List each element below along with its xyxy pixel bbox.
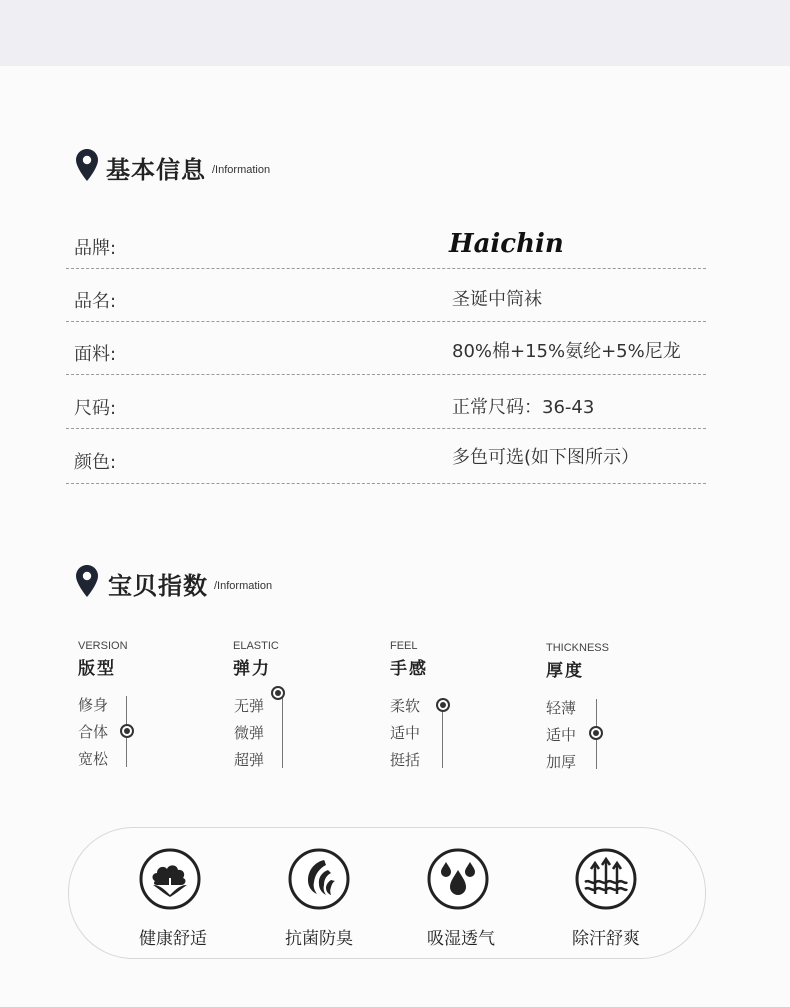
- feature-label: 抗菌防臭: [285, 929, 353, 949]
- index-indicator: [120, 724, 134, 738]
- info-row-label: 尺码:: [74, 398, 117, 419]
- info-row-label: 颜色:: [74, 452, 117, 473]
- feature-label: 除汗舒爽: [572, 929, 640, 949]
- brand-logo-text: Haichin: [449, 229, 564, 259]
- info-row-value: 圣诞中筒袜: [452, 289, 542, 310]
- index-section-subtitle: /Information: [214, 580, 273, 592]
- index-option: 柔软: [390, 697, 421, 715]
- index-option: 宽松: [78, 750, 109, 768]
- info-row-size: [66, 377, 706, 429]
- location-pin-icon: [76, 149, 98, 181]
- info-row-value: 多色可选(如下图所示）: [452, 447, 640, 468]
- index-zh-label: 厚度: [546, 661, 584, 681]
- index-indicator: [436, 698, 450, 712]
- feature-label: 吸湿透气: [427, 929, 495, 949]
- index-en-label: VERSION: [78, 640, 128, 652]
- droplets-icon: [427, 848, 489, 910]
- index-version-header: [78, 640, 128, 679]
- info-row-name: [66, 271, 706, 322]
- index-option: 无弹: [234, 697, 265, 715]
- info-row-fabric: [66, 324, 706, 375]
- info-row-label: 品牌:: [74, 238, 117, 259]
- index-zh-label: 手感: [390, 659, 428, 679]
- index-feel-header: [390, 640, 428, 679]
- index-elastic-header: [233, 640, 279, 679]
- index-en-label: THICKNESS: [546, 642, 609, 654]
- index-scale-line: [282, 690, 283, 768]
- info-row-value: 80%棉+15%氨纶+5%尼龙: [452, 341, 681, 362]
- index-zh-label: 弹力: [233, 659, 271, 679]
- info-row-label: 品名:: [74, 291, 117, 312]
- index-option: 适中: [390, 724, 421, 742]
- index-option: 修身: [78, 696, 109, 714]
- breathable-arrows-icon: [575, 848, 637, 910]
- feature-label: 健康舒适: [139, 929, 207, 949]
- location-pin-icon: [76, 565, 98, 597]
- index-option: 适中: [546, 726, 577, 744]
- info-section-subtitle: /Information: [212, 164, 271, 176]
- index-option: 合体: [78, 723, 109, 741]
- index-zh-label: 版型: [78, 659, 116, 679]
- index-en-label: FEEL: [390, 640, 418, 652]
- brand-logo: [449, 222, 564, 262]
- index-option: 微弹: [234, 724, 265, 742]
- info-row-brand: [66, 218, 706, 269]
- index-option: 超弹: [234, 751, 265, 769]
- info-row-color: [66, 431, 706, 484]
- info-section-title: 基本信息: [106, 156, 206, 184]
- top-banner-band: [0, 0, 790, 66]
- index-section-title: 宝贝指数: [108, 572, 208, 600]
- index-indicator: [271, 686, 285, 700]
- index-indicator: [589, 726, 603, 740]
- index-thickness-header: [546, 642, 609, 681]
- index-en-label: ELASTIC: [233, 640, 279, 652]
- wave-icon: [288, 848, 350, 910]
- index-option: 轻薄: [546, 699, 577, 717]
- index-option: 加厚: [546, 753, 577, 771]
- index-option: 挺括: [390, 751, 421, 769]
- info-row-value: 正常尺码：36-43: [452, 397, 595, 418]
- info-row-label: 面料:: [74, 344, 117, 365]
- cotton-icon: [139, 848, 201, 910]
